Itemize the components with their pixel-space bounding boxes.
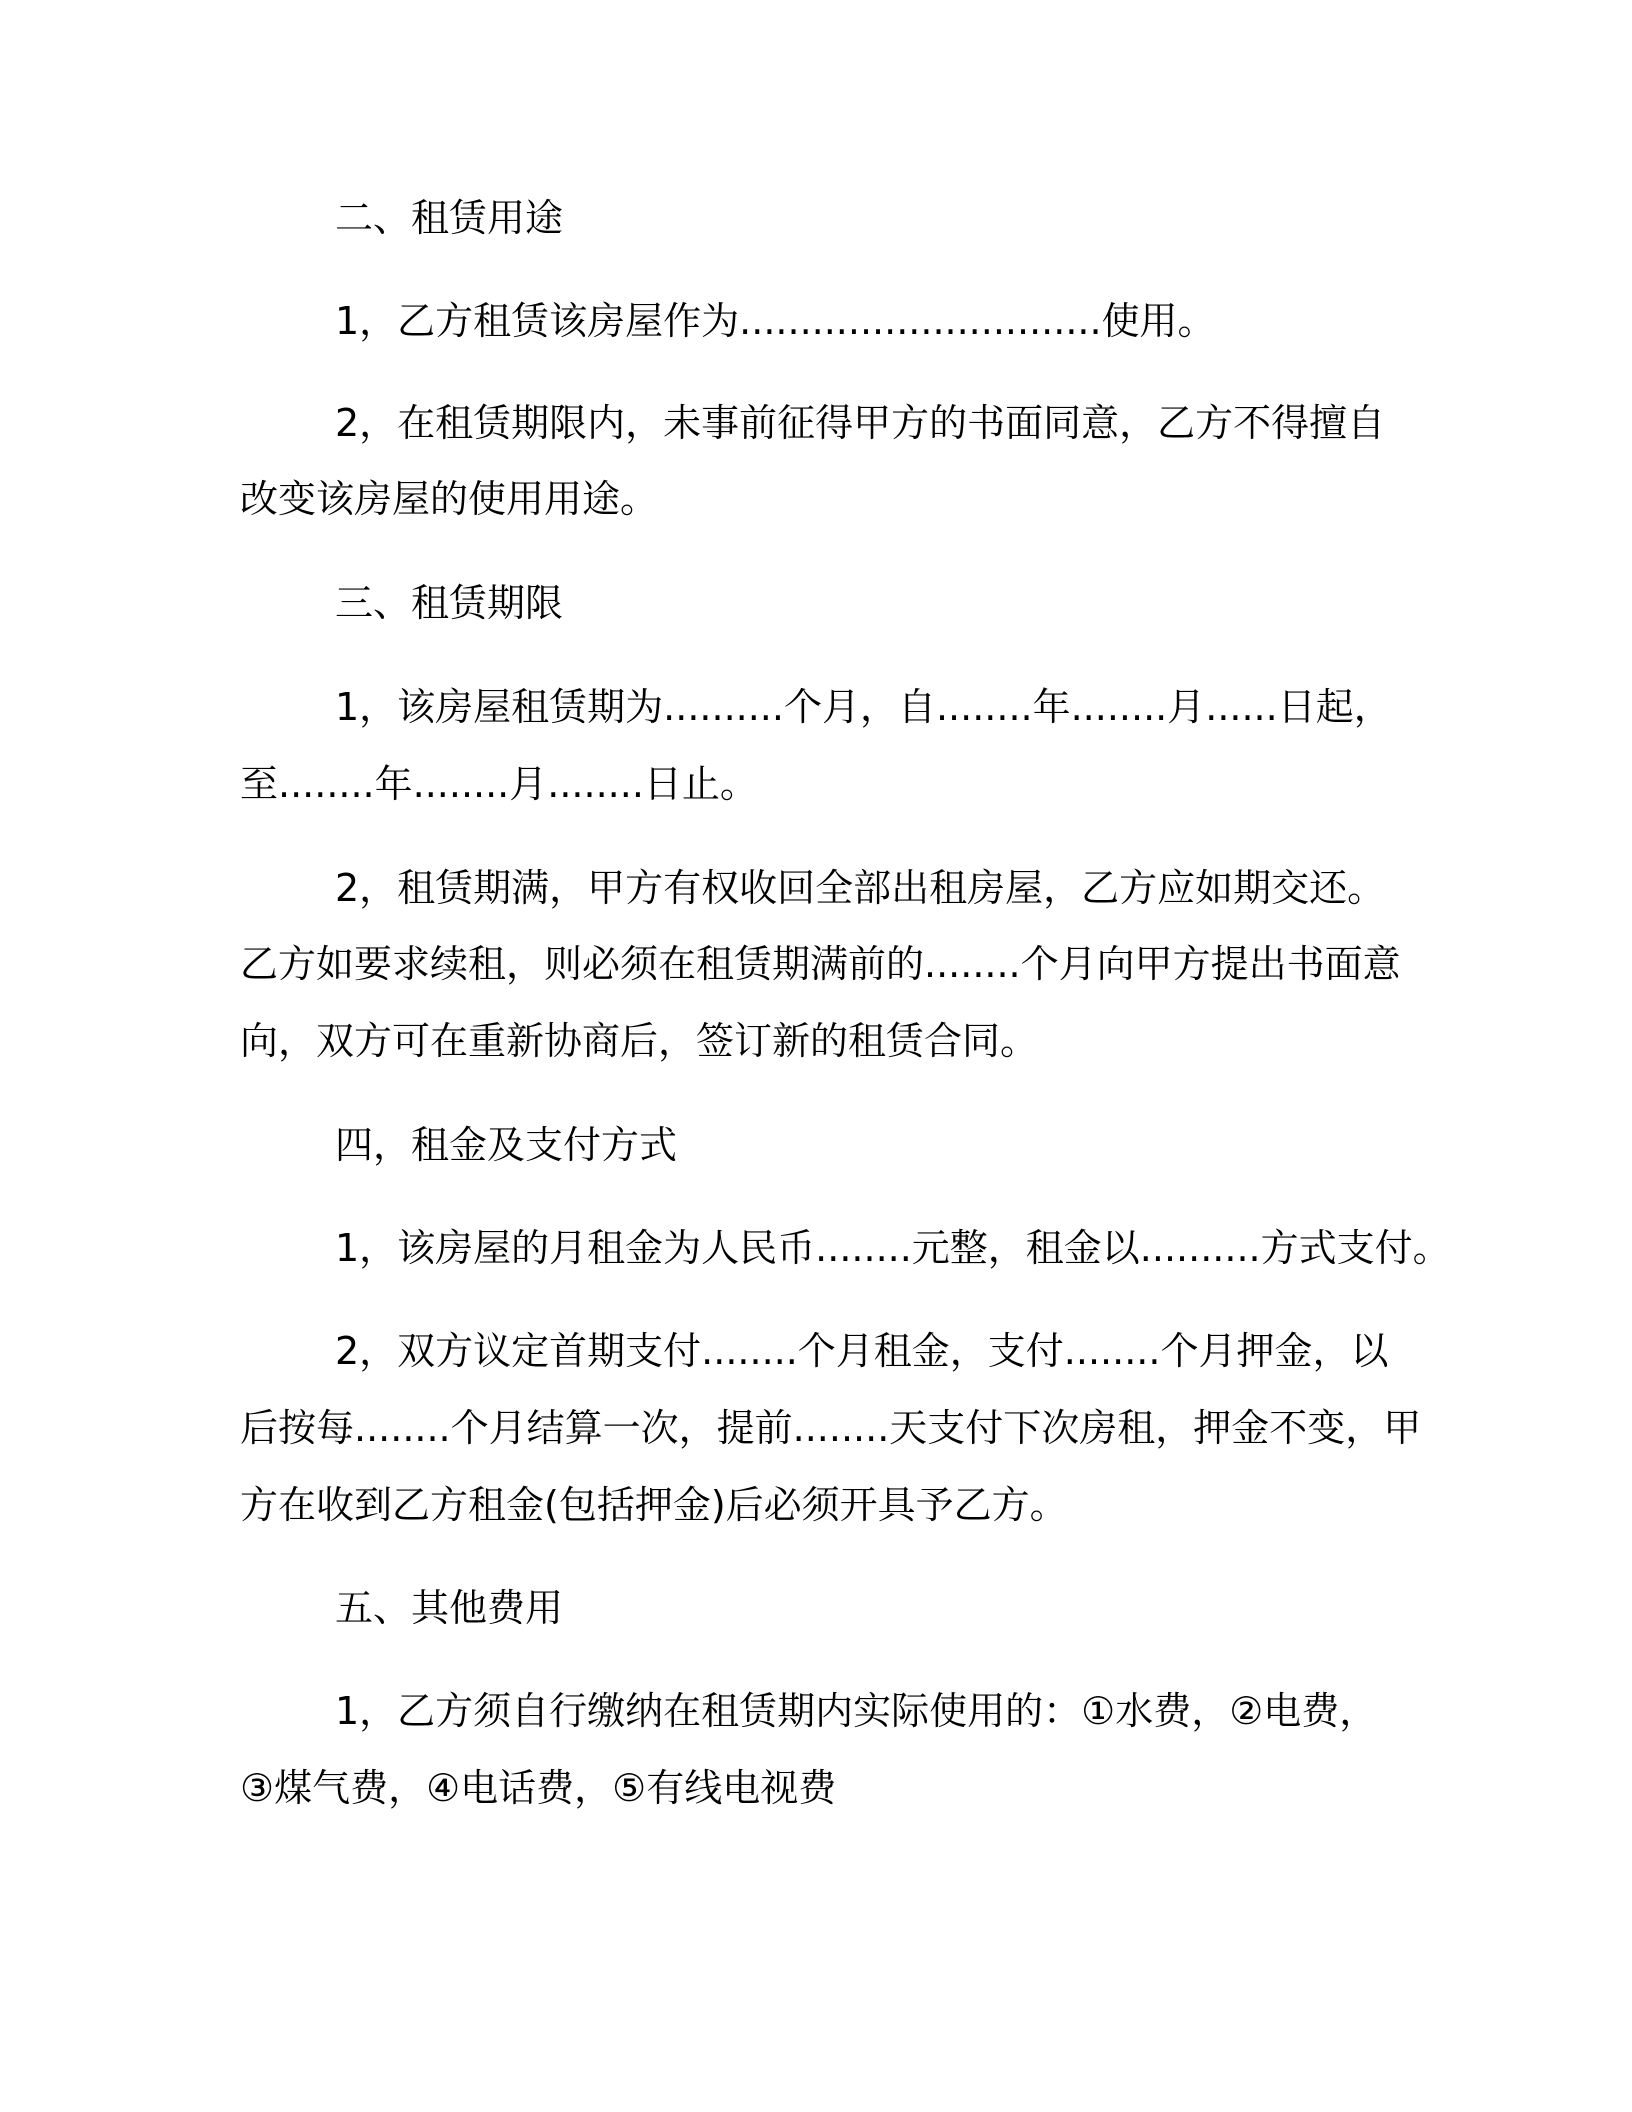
term-clause-2-line-1: 2，租赁期满，甲方有权收回全部出租房屋，乙方应如期交还。 [335, 866, 1386, 910]
fees-clause-1-line-2: ③煤气费，④电话费，⑤有线电视费 [240, 1766, 837, 1810]
fees-clause-1-line-1: 1，乙方须自行缴纳在租赁期内实际使用的：①水费，②电费， [335, 1689, 1378, 1733]
rent-clause-2-line-1: 2，双方议定首期支付........个月租金，支付........个月押金，以 [335, 1329, 1389, 1373]
rent-clause-2-line-3: 方在收到乙方租金(包括押金)后必须开具予乙方。 [240, 1483, 1068, 1527]
term-clause-1-line-1: 1，该房屋租赁期为..........个月，自........年........月......日起， [335, 685, 1392, 729]
usage-clause-2-line-1: 2，在租赁期限内，未事前征得甲方的书面同意，乙方不得擅自 [335, 401, 1386, 445]
usage-clause-1: 1，乙方租赁该房屋作为..............................使用。 [335, 299, 1216, 343]
usage-clause-2-line-2: 改变该房屋的使用用途。 [240, 477, 659, 521]
rent-clause-1: 1，该房屋的月租金为人民币........元整，租金以..........方式支付。 [335, 1226, 1451, 1270]
term-clause-1-line-2: 至........年........月........日止。 [240, 762, 758, 806]
term-clause-2-line-3: 向，双方可在重新协商后，签订新的租赁合同。 [240, 1019, 1039, 1063]
section-heading-other-fees: 五、其他费用 [335, 1586, 564, 1630]
rent-clause-2-line-2: 后按每........个月结算一次，提前........天支付下次房租，押金不变，甲 [240, 1406, 1422, 1450]
section-heading-usage: 二、租赁用途 [335, 196, 564, 240]
section-heading-rent: 四，租金及支付方式 [335, 1123, 678, 1167]
section-heading-term: 三、租赁期限 [335, 581, 564, 625]
term-clause-2-line-2: 乙方如要求续租，则必须在租赁期满前的........个月向甲方提出书面意 [240, 942, 1401, 986]
